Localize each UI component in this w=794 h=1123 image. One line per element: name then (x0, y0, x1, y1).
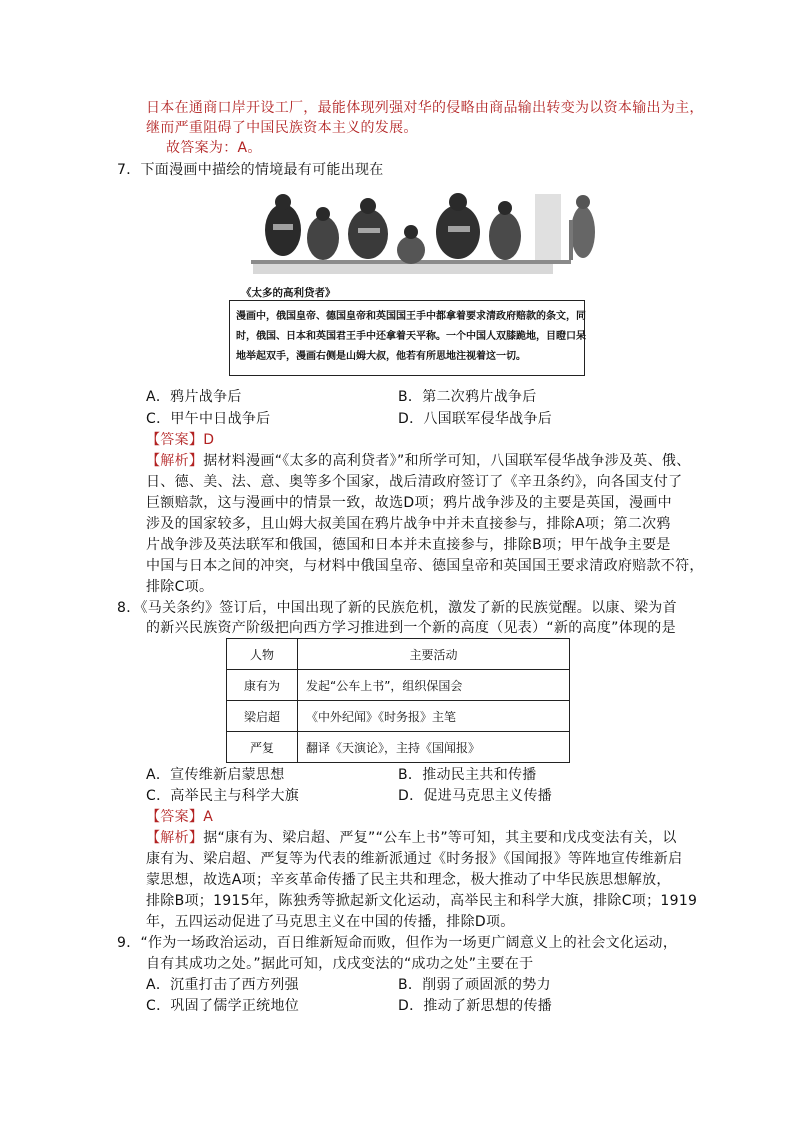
analysis-tag: 【解析】 (146, 830, 204, 846)
q7-analysis-line-3: 巨额赔款，这与漫画中的情景一致，故选D项；鸦片战争涉及的主要是英国，漫画中 (146, 495, 672, 511)
table-row (227, 732, 570, 763)
table-cell: 严复 (227, 732, 298, 763)
answer-tag: 【答案】 (146, 432, 204, 448)
q9-stem-line-2: 自有其成功之处。”据此可知，戊戌变法的“成功之处”主要在于 (146, 956, 534, 972)
table-row (227, 701, 570, 732)
q9-option-b: B．削弱了顽固派的势力 (398, 977, 551, 993)
analysis-tag: 【解析】 (146, 453, 204, 469)
q8-option-c: C．高举民主与科学大旗 (146, 788, 300, 804)
q8-option-b: B．推动民主共和传播 (398, 767, 537, 783)
intro-answer-line: 故答案为：A。 (166, 140, 262, 156)
intro-line-2: 继而严重阻碍了中国民族资本主义的发展。 (146, 120, 418, 136)
intro-line-1: 日本在通商口岸开设工厂，最能体现列强对华的侵略由商品输出转变为以资本输出为主， (146, 100, 704, 116)
cartoon-desc-line: 时，俄国、日本和英国君王手中还拿着天平称。一个中国人双膝跪地，目瞪口呆 (236, 331, 586, 342)
q8-option-d: D．促进马克思主义传播 (398, 788, 553, 804)
q7-stem: 7．下面漫画中描绘的情境最有可能出现在 (117, 162, 384, 178)
table-cell: 翻译《天演论》，主持《国闻报》 (298, 732, 570, 763)
table-row (227, 670, 570, 701)
q9-stem-line-1: 9．“作为一场政治运动，百日维新短命而败，但作为一场更广阔意义上的社会文化运动， (117, 935, 678, 951)
analysis-text: 据材料漫画“《太多的高利贷者》”和所学可知，八国联军侵华战争涉及英、俄、 (203, 453, 691, 469)
table-header-cell: 主要活动 (298, 639, 570, 670)
q8-analysis-line-3: 蒙思想，故选A项；辛亥革命传播了民主共和理念，极大推动了中华民族思想解放， (146, 872, 671, 888)
q7-option-a: A．鸦片战争后 (146, 389, 242, 405)
q7-analysis-line-5: 片战争涉及英法联军和俄国，德国和日本并未直接参与，排除B项；甲午战争主要是 (146, 537, 671, 553)
q8-analysis-line-4: 排除B项；1915年，陈独秀等掀起新文化运动，高举民主和科学大旗，排除C项；1919 (146, 893, 698, 909)
q7-analysis-line-4: 涉及的国家较多，且山姆大叔美国在鸦片战争中并未直接参与，排除A项；第二次鸦 (146, 516, 671, 532)
q7-option-d: D．八国联军侵华战争后 (398, 411, 553, 427)
table-header-cell: 人物 (227, 639, 298, 670)
cartoon-image (243, 190, 613, 280)
table-cell: 发起“公车上书”，组织保国会 (298, 670, 570, 701)
q7-analysis-line-6: 中国与日本之间的冲突，与材料中俄国皇帝、德国皇帝和英国国王要求清政府赔款不符， (146, 558, 704, 574)
cartoon-description-box (229, 300, 585, 376)
cartoon-desc-line: 地举起双手，漫画右侧是山姆大叔，他若有所思地注视着这一切。 (236, 351, 526, 362)
q8-analysis-line-2: 康有为、梁启超、严复等为代表的维新派通过《时务报》《国闻报》等阵地宣传维新启 (146, 851, 683, 867)
cartoon-caption: 《太多的高利贷者》 (241, 287, 336, 299)
q7-answer (146, 430, 214, 450)
q7-option-b: B．第二次鸦片战争后 (398, 389, 537, 405)
table-cell: 康有为 (227, 670, 298, 701)
q8-option-a: A．宣传维新启蒙思想 (146, 767, 285, 783)
q9-option-a: A．沉重打击了西方列强 (146, 977, 299, 993)
answer-tag: 【答案】 (146, 809, 204, 825)
table-header-row (227, 639, 570, 670)
q8-analysis-line-1 (146, 828, 677, 848)
analysis-text: 据“康有为、梁启超、严复”“公车上书”等可知，其主要和戊戌变法有关，以 (203, 830, 677, 846)
activities-table (226, 638, 570, 763)
q7-analysis-line-7: 排除C项。 (146, 579, 214, 595)
q7-analysis-line-2: 日、德、美、法、意、奥等多个国家，战后清政府签订了《辛丑条约》，向各国支付了 (146, 474, 683, 490)
table-cell: 梁启超 (227, 701, 298, 732)
answer-value: A (203, 809, 214, 825)
answer-value: D (203, 432, 215, 448)
cartoon-desc-line: 漫画中，俄国皇帝、德国皇帝和英国国王手中都拿着要求清政府赔款的条文，同 (236, 311, 586, 322)
q8-stem-line-2: 的新兴民族资产阶级把向西方学习推进到一个新的高度（见表）“新的高度”体现的是 (146, 620, 676, 636)
q8-stem-line-1: 8．《马关条约》签订后，中国出现了新的民族危机，激发了新的民族觉醒。以康、梁为首 (117, 600, 677, 616)
q9-option-c: C．巩固了儒学正统地位 (146, 998, 300, 1014)
q7-analysis-line-1 (146, 451, 691, 471)
table-cell: 《中外纪闻》《时务报》主笔 (298, 701, 570, 732)
q8-answer (146, 807, 213, 827)
q7-option-c: C．甲午中日战争后 (146, 411, 271, 427)
q8-analysis-line-5: 年，五四运动促进了马克思主义在中国的传播，排除D项。 (146, 914, 515, 930)
q9-option-d: D．推动了新思想的传播 (398, 998, 553, 1014)
